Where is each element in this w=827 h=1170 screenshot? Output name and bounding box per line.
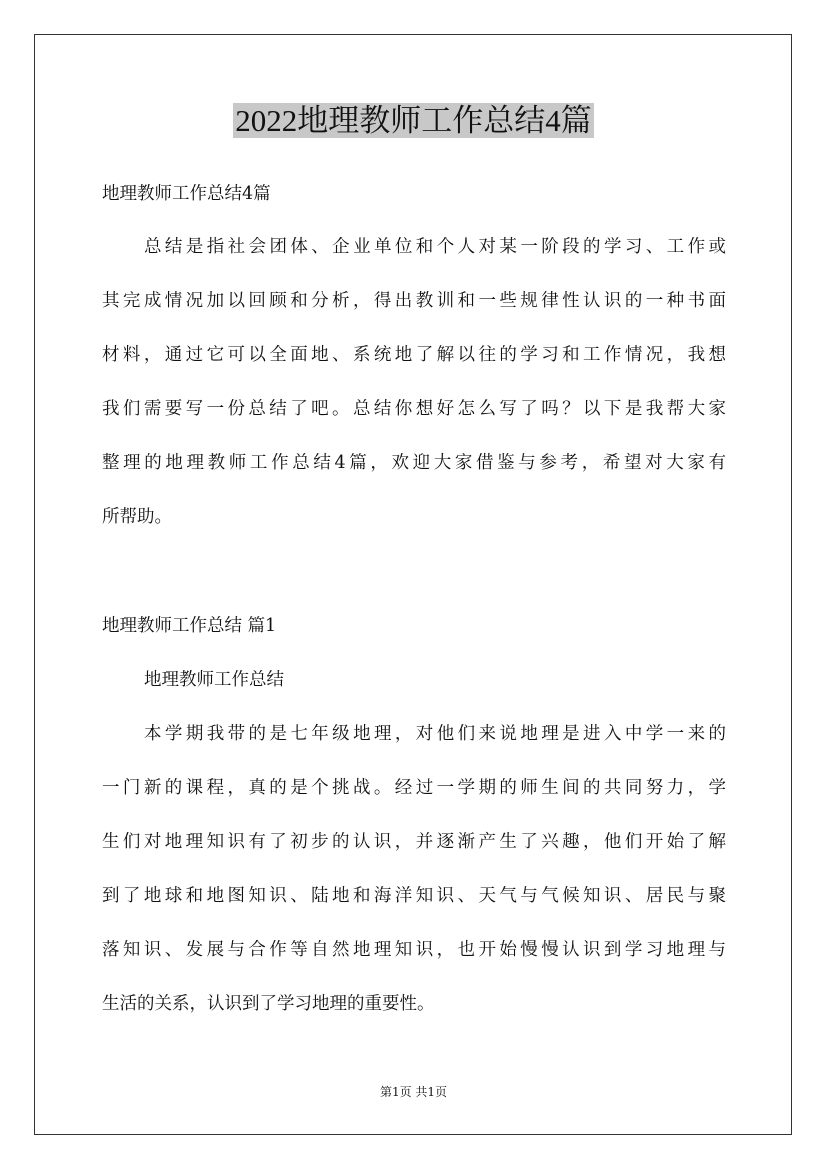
section1-heading: 地理教师工作总结 篇1 <box>102 616 277 636</box>
section1-subheading: 地理教师工作总结 <box>144 670 284 690</box>
intro-line-4: 我们需要写一份总结了吧。总结你想好怎么写了吗？以下是我帮大家 <box>102 399 726 419</box>
section1-line-4: 到了地球和地图知识、陆地和海洋知识、天气与气候知识、居民与聚 <box>102 886 726 906</box>
section1-line-2: 一门新的课程，真的是个挑战。经过一学期的师生间的共同努力，学 <box>102 778 726 798</box>
section1-line-6: 生活的关系，认识到了学习地理的重要性。 <box>102 994 435 1014</box>
page-footer: 第1页 共1页 <box>379 1085 448 1099</box>
section1-line-1: 本学期我带的是七年级地理，对他们来说地理是进入中学一来的 <box>144 724 726 744</box>
intro-line-3: 材料，通过它可以全面地、系统地了解以往的学习和工作情况，我想 <box>102 345 726 365</box>
section1-line-5: 落知识、发展与合作等自然地理知识，也开始慢慢认识到学习地理与 <box>102 940 726 960</box>
document-title <box>0 100 827 142</box>
document-title-text: 2022地理教师工作总结4篇 <box>235 103 592 138</box>
intro-line-2: 其完成情况加以回顾和分析，得出教训和一些规律性认识的一种书面 <box>102 291 726 311</box>
section1-line-3: 生们对地理知识有了初步的认识，并逐渐产生了兴趣，他们开始了解 <box>102 832 726 852</box>
intro-line-5: 整理的地理教师工作总结4篇，欢迎大家借鉴与参考，希望对大家有 <box>102 453 726 473</box>
intro-line-1: 总结是指社会团体、企业单位和个人对某一阶段的学习、工作或 <box>144 237 726 257</box>
document-subtitle: 地理教师工作总结4篇 <box>102 184 271 204</box>
intro-line-6: 所帮助。 <box>102 507 172 527</box>
